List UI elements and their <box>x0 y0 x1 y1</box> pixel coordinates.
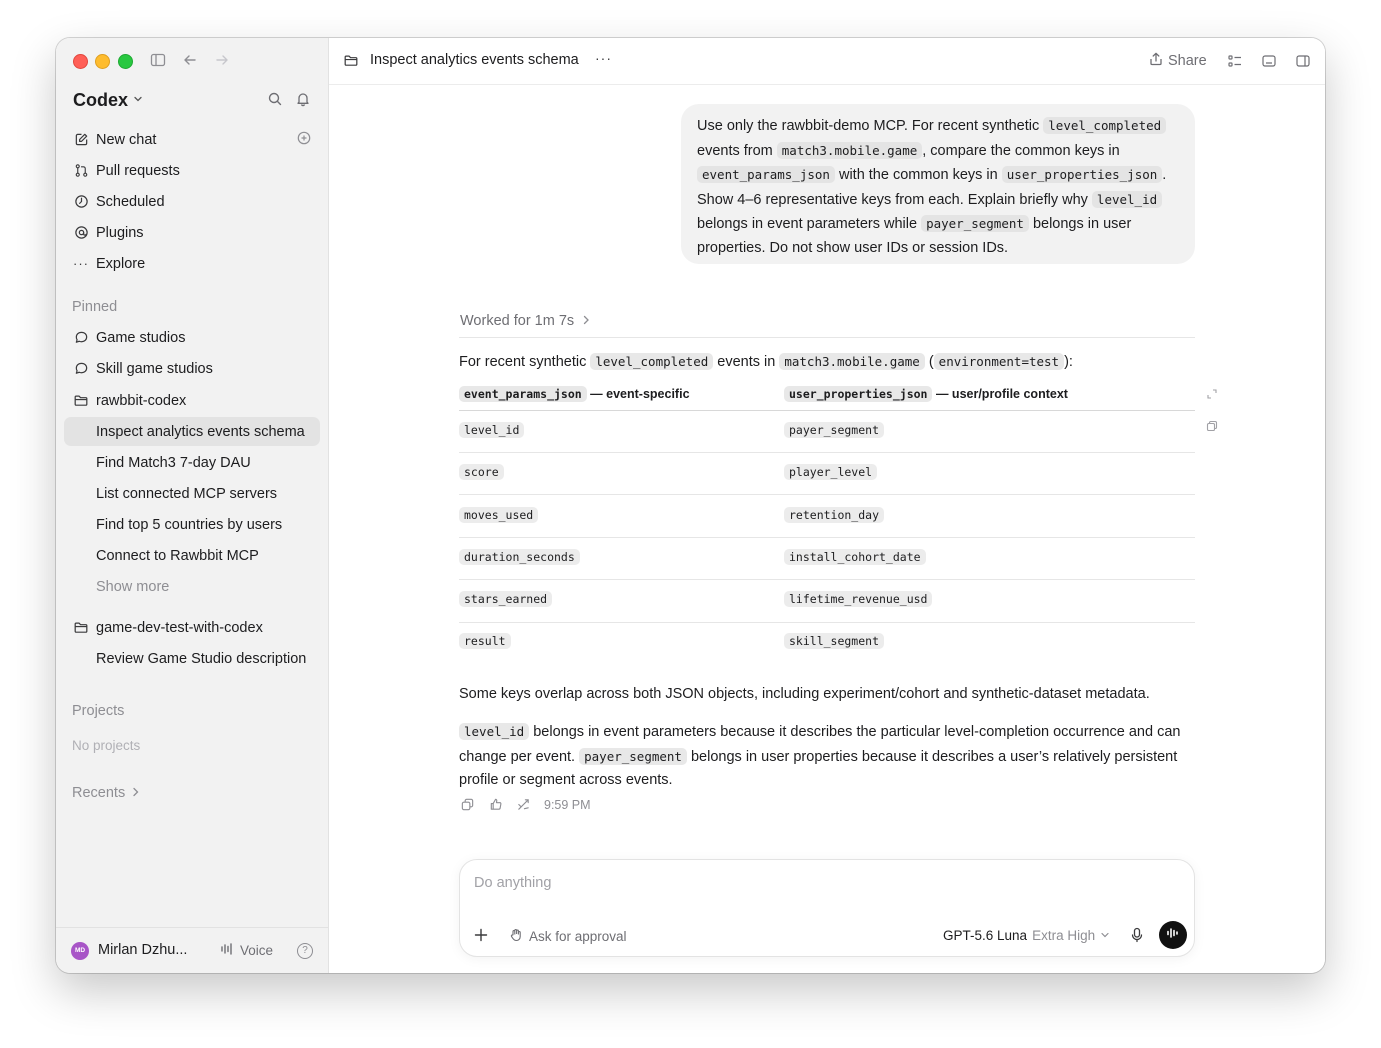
response-text: events in <box>713 354 780 370</box>
inline-code: score <box>459 464 504 480</box>
header-desc: — event-specific <box>586 387 690 401</box>
pull-request-icon <box>73 163 89 179</box>
share-icon <box>1149 52 1163 70</box>
folder-game-dev-test[interactable] <box>64 613 320 642</box>
forward-arrow-icon[interactable] <box>213 52 231 70</box>
inline-code: duration_seconds <box>459 549 580 565</box>
recents-toggle[interactable] <box>72 785 140 801</box>
user-name[interactable]: Mirlan Dzhu... <box>98 942 188 958</box>
thread-inspect-analytics[interactable] <box>64 417 320 446</box>
share-label: Share <box>1168 53 1207 69</box>
user-message-text: , compare the common keys in <box>922 142 1120 159</box>
workspace-switcher[interactable] <box>73 90 143 111</box>
overlap-paragraph: Some keys overlap across both JSON objects, including experiment/cohort and synthetic-dataset metadata. <box>459 686 1150 702</box>
table-row-rule <box>459 452 1195 453</box>
pinned-item-game-studios[interactable] <box>64 323 320 352</box>
terminal-icon[interactable] <box>1261 53 1277 69</box>
inline-code: event_params_json <box>459 386 587 402</box>
no-projects-text: No projects <box>72 738 141 753</box>
table-cell <box>459 592 552 606</box>
user-message-text: belongs in user properties. Do not show user IDs or session IDs. <box>697 216 1132 256</box>
model-selector[interactable] <box>943 928 1110 943</box>
chevron-down-icon <box>1100 928 1110 943</box>
user-message-text: Use only the rawbbit-demo MCP. For recent synthetic <box>697 118 1044 134</box>
response-text: ): <box>1064 354 1073 370</box>
inline-code: event_params_json <box>697 166 835 183</box>
nav-label: Scheduled <box>96 193 165 210</box>
add-circle-icon[interactable] <box>297 131 311 149</box>
chat-bubble-icon <box>73 330 89 346</box>
table-cell <box>459 550 580 564</box>
inline-code: result <box>459 633 511 649</box>
thread-list-mcp-servers[interactable] <box>64 479 320 508</box>
response-intro <box>459 354 1073 370</box>
inline-code: install_cohort_date <box>784 549 926 565</box>
table-cell <box>459 508 538 522</box>
microphone-icon[interactable] <box>1130 927 1146 945</box>
worked-for-label: Worked for 1m 7s <box>460 313 575 329</box>
nav-label: New chat <box>96 131 157 148</box>
pinned-section-label: Pinned <box>72 299 118 315</box>
inline-code: match3.mobile.game <box>779 353 924 370</box>
user-message-text: belongs in event parameters while <box>697 216 922 232</box>
table-cell <box>784 592 932 606</box>
pinned-label: Skill game studios <box>96 360 213 377</box>
folder-label: rawbbit-codex <box>96 392 187 409</box>
response-text: belongs in user properties because it describes a user’s relatively persistent profile or segment across events. <box>459 748 1178 788</box>
hand-icon <box>509 928 523 945</box>
inline-code: level_completed <box>590 353 713 370</box>
prompt-input[interactable] <box>472 874 1176 892</box>
waveform-icon <box>220 943 234 958</box>
help-icon[interactable]: ? <box>297 943 313 959</box>
nav-label: Plugins <box>96 224 144 241</box>
share-button[interactable] <box>1149 52 1207 70</box>
table-cell <box>784 508 884 522</box>
table-cell <box>784 550 926 564</box>
inline-code: skill_segment <box>784 633 884 649</box>
right-panel-toggle-icon[interactable] <box>1295 53 1311 69</box>
copy-icon[interactable] <box>460 797 476 813</box>
bell-icon[interactable] <box>295 91 313 109</box>
inline-code: moves_used <box>459 507 538 523</box>
topbar <box>329 38 1325 85</box>
sidebar-footer <box>56 927 328 973</box>
plugin-icon <box>73 225 89 241</box>
edit-icon <box>73 132 89 148</box>
inline-code: stars_earned <box>459 591 552 607</box>
nav-pull-requests[interactable] <box>64 156 320 185</box>
brand-name: Codex <box>73 90 129 110</box>
chevron-right-icon <box>582 313 590 329</box>
table-row-rule <box>459 494 1195 495</box>
inline-code: level_id <box>459 422 524 438</box>
message-timestamp: 9:59 PM <box>544 798 591 812</box>
table-header-rule <box>459 410 1195 411</box>
nav-plugins[interactable] <box>64 218 320 247</box>
user-message-bubble <box>681 104 1195 264</box>
thumbs-feedback-icon[interactable] <box>488 797 504 813</box>
chevron-right-icon <box>131 785 140 801</box>
sidebar <box>56 38 329 973</box>
response-text: ( <box>924 354 934 370</box>
close-window-button[interactable] <box>73 54 88 69</box>
user-message-text: . Show 4–6 representative keys from each. Explain briefly why <box>697 167 1167 208</box>
thread-review-game-studio[interactable] <box>64 644 320 673</box>
inline-code: player_level <box>784 464 877 480</box>
nav-label: Explore <box>96 255 146 272</box>
thread-title: Inspect analytics events schema <box>370 52 579 68</box>
checklist-icon[interactable] <box>1227 53 1243 69</box>
avatar[interactable]: MD <box>71 942 89 960</box>
folder-icon <box>343 53 359 69</box>
table-row-rule <box>459 622 1195 623</box>
inline-code: level_id <box>1092 191 1162 208</box>
back-arrow-icon[interactable] <box>181 52 199 70</box>
folder-icon <box>73 620 89 636</box>
table-cell <box>459 465 504 479</box>
thread-label: Find Match3 7-day DAU <box>96 454 251 471</box>
divider <box>459 337 1195 338</box>
sidebar-toggle-icon[interactable] <box>149 52 167 70</box>
inline-code: payer_segment <box>579 748 687 765</box>
more-options-button[interactable]: ··· <box>595 50 612 66</box>
projects-section-label: Projects <box>72 703 125 719</box>
chevron-down-icon <box>133 94 143 107</box>
header-desc: — user/profile context <box>932 387 1068 401</box>
clock-icon <box>73 194 89 210</box>
response-text: belongs in event parameters because it describes the particular level-completion occurrence and can change per event. <box>459 724 1181 765</box>
search-icon[interactable] <box>267 91 285 109</box>
inline-code: user_properties_json <box>1002 166 1163 183</box>
thread-label: Review Game Studio description <box>96 650 307 667</box>
minimize-window-button[interactable] <box>95 54 110 69</box>
thread-label: List connected MCP servers <box>96 485 278 502</box>
pinned-label: Game studios <box>96 329 186 346</box>
expand-icon[interactable] <box>1206 387 1219 400</box>
table-cell <box>459 634 511 648</box>
pinned-item-skill-game-studios[interactable] <box>64 354 320 383</box>
waveform-icon <box>1166 926 1180 944</box>
table-header-col2 <box>784 387 1068 401</box>
reasoning-effort: Extra High <box>1032 928 1096 943</box>
nav-scheduled[interactable] <box>64 187 320 216</box>
model-name: GPT-5.6 Luna <box>943 928 1028 943</box>
thread-top-countries[interactable] <box>64 510 320 539</box>
response-text: For recent synthetic <box>459 354 591 370</box>
inline-code: user_properties_json <box>784 386 932 402</box>
thread-connect-rawbbit[interactable] <box>64 541 320 570</box>
voice-mode-button[interactable] <box>1159 921 1187 949</box>
table-header-col1 <box>459 387 690 401</box>
table-cell <box>784 423 884 437</box>
table-cell <box>459 423 524 437</box>
table-row-rule <box>459 537 1195 538</box>
message-actions <box>460 797 591 813</box>
inline-code: level_completed <box>1043 117 1166 134</box>
nav-explore[interactable] <box>64 249 320 278</box>
inline-code: retention_day <box>784 507 884 523</box>
chat-bubble-icon <box>73 361 89 377</box>
nav-new-chat[interactable] <box>64 125 320 154</box>
inline-code: environment=test <box>934 353 1064 370</box>
inline-code: match3.mobile.game <box>777 142 922 159</box>
thread-label: Connect to Rawbbit MCP <box>96 547 259 564</box>
main-panel <box>329 38 1325 973</box>
thread-label: Inspect analytics events schema <box>96 423 305 440</box>
add-attachment-icon[interactable] <box>474 926 488 946</box>
show-more-label: Show more <box>96 578 170 595</box>
folder-rawbbit-codex[interactable] <box>64 386 320 415</box>
table-cell <box>784 634 884 648</box>
composer <box>459 859 1195 957</box>
approval-mode-button[interactable] <box>509 928 627 945</box>
worked-for-toggle[interactable] <box>460 313 590 329</box>
thread-find-match3-dau[interactable] <box>64 448 320 477</box>
folder-label: game-dev-test-with-codex <box>96 619 263 636</box>
voice-label: Voice <box>240 943 274 958</box>
recents-label: Recents <box>72 785 126 801</box>
app-window <box>56 38 1325 973</box>
show-more-button[interactable] <box>64 572 320 601</box>
branch-icon[interactable] <box>516 797 532 813</box>
table-row-rule <box>459 579 1195 580</box>
user-message-text: with the common keys in <box>834 167 1002 183</box>
approval-label: Ask for approval <box>529 929 627 944</box>
inline-code: payer_segment <box>784 422 884 438</box>
dots-icon: ··· <box>73 256 89 271</box>
maximize-window-button[interactable] <box>118 54 133 69</box>
inline-code: lifetime_revenue_usd <box>784 591 932 607</box>
inline-code: level_id <box>459 723 529 740</box>
table-cell <box>784 465 877 479</box>
thread-label: Find top 5 countries by users <box>96 516 283 533</box>
inline-code: payer_segment <box>921 215 1029 232</box>
copy-icon[interactable] <box>1206 419 1219 432</box>
voice-button[interactable] <box>220 943 273 958</box>
nav-label: Pull requests <box>96 162 180 179</box>
user-message-text: events from <box>697 142 777 159</box>
folder-icon <box>73 393 89 409</box>
explanation-paragraph <box>459 720 1204 793</box>
